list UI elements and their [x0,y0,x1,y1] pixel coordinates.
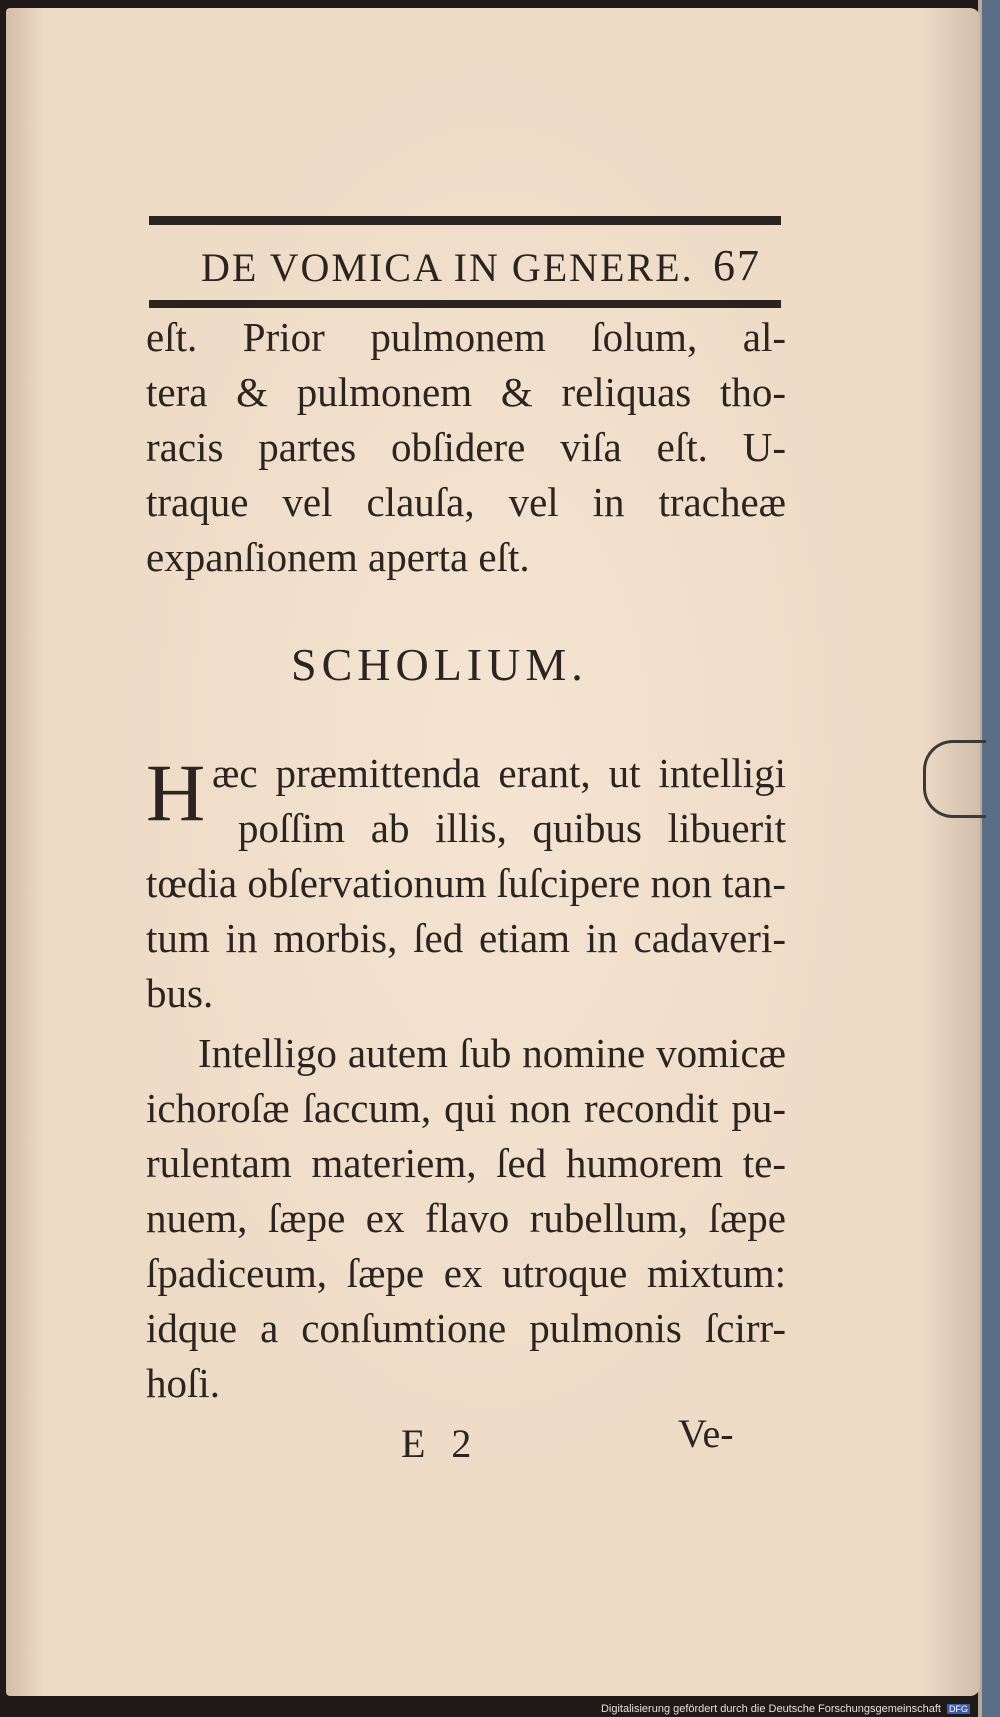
header-rule-top [149,216,781,225]
text-line: idque a conſumtione pulmonis ſcirr- [146,1305,786,1351]
paragraph-continuation [146,310,786,585]
scholium-paragraph [146,746,786,1021]
text-line: eſt. Prior pulmonem ſolum, al- [146,314,786,360]
text-line: æc præmittenda erant, ut intelligi [212,750,786,796]
drop-cap: H [146,747,206,838]
text-line: expanſionem aperta eſt. [146,534,530,580]
digitization-credit [601,1703,970,1715]
definition-paragraph [146,1026,786,1411]
text-line: poſſim ab illis, quibus libuerit [238,805,786,851]
text-line: hoſi. [146,1360,221,1406]
text-line: ſpadiceum, ſæpe ex utroque mixtum: [146,1250,786,1296]
catchword: Ve- [678,1411,734,1456]
section-heading: SCHOLIUM. [291,639,588,690]
text-line: tera & pulmonem & reliquas tho- [146,369,786,415]
text-line: traque vel clauſa, vel in tracheæ [146,479,786,525]
dfg-logo: DFG [949,1704,968,1714]
credit-text: Digitalisierung gefördert durch die Deutsche Forschungsgemeinschaft [600,1703,941,1715]
running-title: DE VOMICA IN GENERE. [201,245,694,290]
header-rule-bottom [149,300,781,308]
book-page [6,8,980,1696]
text-line: tœdia obſervationum ſuſcipere non tan- [146,860,786,906]
page-clip [923,740,986,818]
text-line: rulentam materiem, ſed humorem te- [146,1140,786,1186]
text-line: racis partes obſidere viſa eſt. U- [146,424,786,470]
text-line: tum in morbis, ſed etiam in cadaveri- [146,915,786,961]
text-line: bus. [146,970,214,1016]
running-header [201,241,761,291]
page-number: 67 [713,241,761,290]
signature-mark: E 2 [401,1421,480,1466]
text-line: nuem, ſæpe ex flavo rubellum, ſæpe [146,1195,786,1241]
text-line: ichoroſæ ſaccum, qui non recondit pu- [146,1085,786,1131]
text-line: Intelligo autem ſub nomine vomicæ [198,1030,786,1076]
book-edge [982,0,1000,1717]
